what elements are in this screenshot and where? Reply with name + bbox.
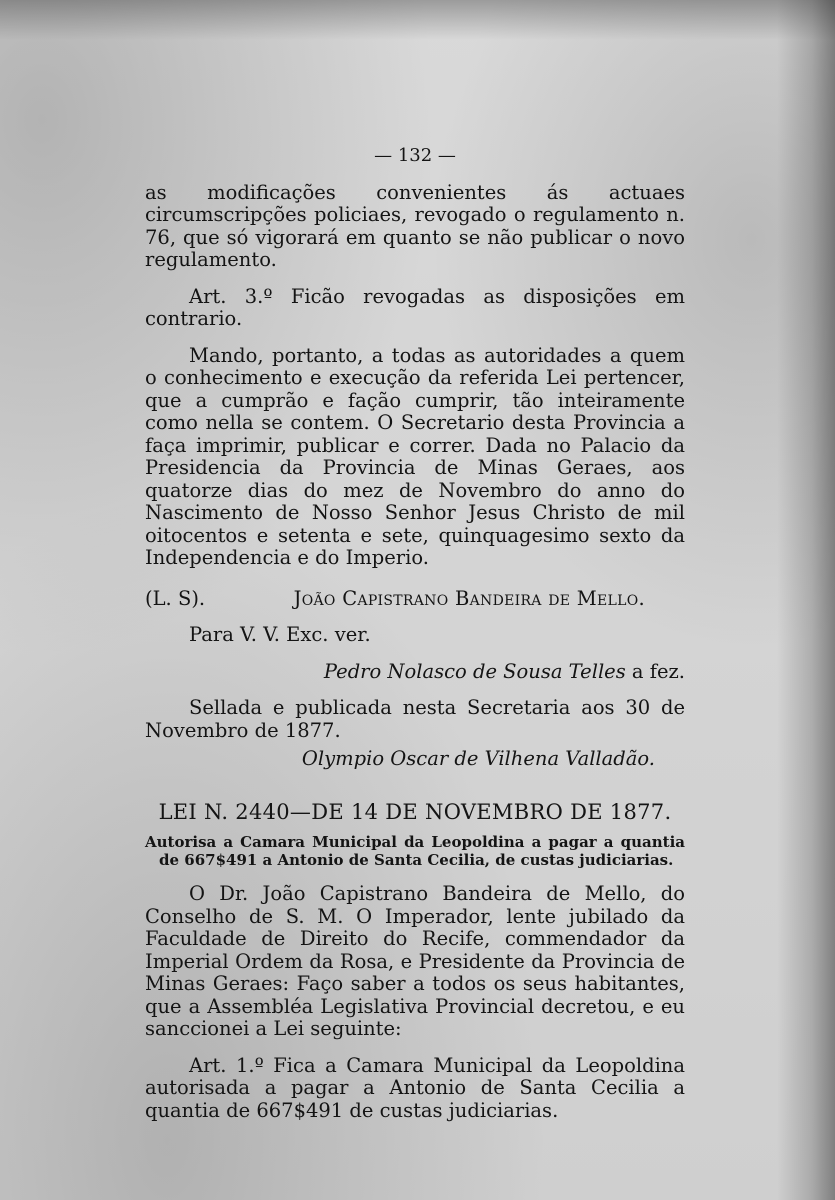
sellada-paragraph: Sellada e publicada nesta Secretaria aos 30 de Novembro de 1877.	[145, 696, 685, 742]
signature-line	[145, 588, 685, 611]
page-shadow-right	[777, 0, 835, 1200]
mando-paragraph: Mando, portanto, a todas as autoridades a quem o conhecimento e execução da referida Lei pertencer, que a cumprão e fação cumprir, tão inteiramente como nella se contem. O Secretario desta Provincia a faça imprimir, publicar e correr. Dada no Palacio da Presidencia da Provincia de Minas Geraes, aos quatorze dias do mez de Novembro do anno do Nascimento de Nosso Senhor Jesus Christo de mil oitocentos e setenta e sete, quinquagesimo sexto da Independencia e do Imperio.	[145, 343, 685, 569]
olympio-signature: Olympio Oscar de Vilhena Valladão.	[301, 747, 655, 770]
para-vv: Para V. V. Exc. ver.	[189, 623, 371, 646]
page-text	[145, 145, 685, 1122]
pedro-line	[145, 661, 685, 684]
article-3: Art. 3.º Ficão revogadas as disposições em contrario.	[145, 284, 685, 330]
page-shadow-top	[0, 0, 835, 40]
law-heading: LEI N. 2440—DE 14 DE NOVEMBRO DE 1877.	[158, 799, 672, 824]
page-number: — 132 —	[374, 145, 456, 166]
pedro-name: Pedro Nolasco de Sousa Telles	[323, 659, 626, 683]
a-fez: a fez.	[625, 659, 685, 683]
signer-name: João Capistrano Bandeira de Mello.	[293, 586, 645, 610]
paragraph-continuation: as modificações convenientes ás actuaes circumscripções policiaes, revogado o regulamento n. 76, que só vigorará em quanto se não publicar o novo regulamento.	[145, 180, 685, 271]
seal-mark: (L. S).	[145, 586, 206, 610]
law-summary: Autorisa a Camara Municipal da Leopoldina a pagar a quantia de 667$491 a Antonio de Santa Cecilia, de custas judiciarias.	[145, 833, 685, 869]
law-article-1: Art. 1.º Fica a Camara Municipal da Leopoldina autorisada a pagar a Antonio de Santa Cecilia a quantia de 667$491 de custas judiciarias.	[145, 1053, 685, 1122]
law-preamble: O Dr. João Capistrano Bandeira de Mello, do Conselho de S. M. O Imperador, lente jubilado da Faculdade de Direito do Recife, commendador da Imperial Ordem da Rosa, e Presidente da Provincia de Minas Geraes: Faço saber a todos os seus habitantes, que a Assembléa Legislativa Provincial decretou, e eu sanccionei a Lei seguinte:	[145, 882, 685, 1040]
